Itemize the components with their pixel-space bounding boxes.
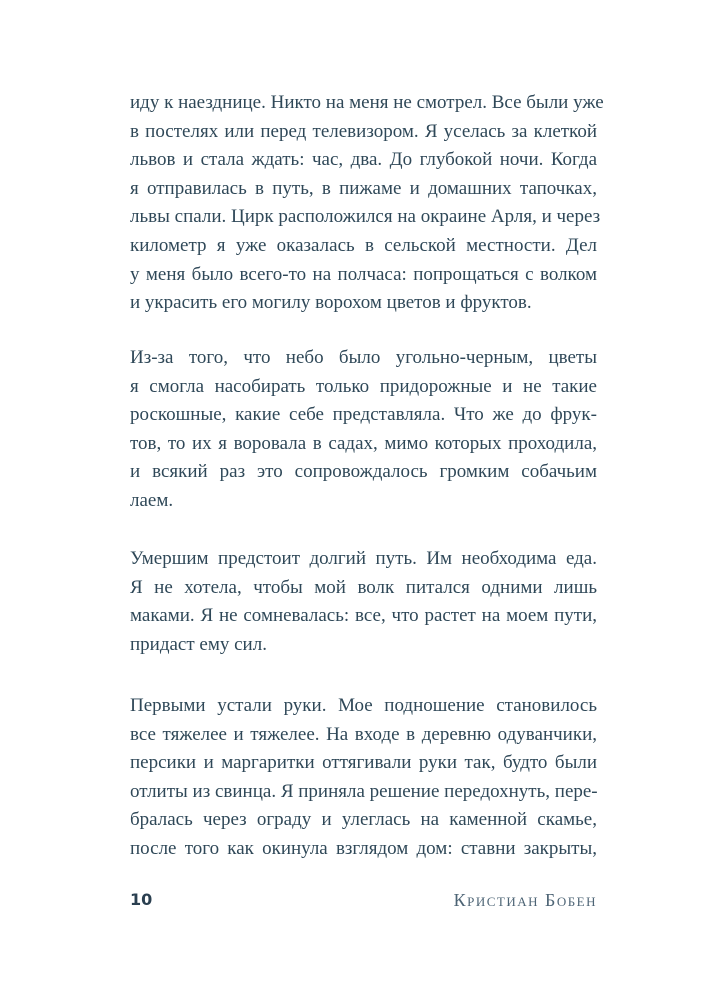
- text-line: все тяжелее и тяжелее. На входе в деревню одуванчики,: [130, 723, 597, 745]
- page-number: 10: [130, 890, 153, 909]
- text-line: Умершим предстоит долгий путь. Им необходима еда.: [130, 548, 597, 569]
- text-line: после того как окинула взглядом дом: ставни закрыты,: [130, 837, 597, 859]
- text-line: Первыми устали руки. Мое подношение становилось: [130, 695, 597, 716]
- paragraph-2: [130, 344, 597, 516]
- text-line: иду к наезднице. Никто на меня не смотрел. Все были уже: [130, 92, 604, 113]
- text-line: придаст ему сил.: [130, 633, 267, 655]
- text-line: и украсить его могилу ворохом цветов и фруктов.: [130, 292, 532, 314]
- text-line: роскошные, какие себе представляла. Что же до фрук-: [130, 404, 597, 426]
- text-line: львов и стала ждать: час, два. До глубокой ночи. Когда: [130, 149, 597, 171]
- page-footer: [130, 890, 597, 914]
- paragraph-4: [130, 692, 597, 864]
- text-line: в постелях или перед телевизором. Я уселась за клеткой: [130, 120, 597, 142]
- text-line: тов, то их я воровала в садах, мимо которых проходила,: [130, 432, 597, 454]
- text-line: я отправилась в путь, в пижаме и домашних тапочках,: [130, 177, 597, 199]
- text-line: Я не хотела, чтобы мой волк питался одними лишь: [130, 576, 597, 598]
- running-author: Кристиан Бобен: [453, 890, 597, 910]
- text-line: я смогла насобирать только придорожные и не такие: [130, 375, 597, 397]
- text-line: персики и маргаритки оттягивали руки так, будто были: [130, 752, 597, 774]
- text-line: у меня было всего-то на полчаса: попрощаться с волком: [130, 263, 597, 285]
- text-line: Из-за того, что небо было угольно-черным, цветы: [130, 347, 597, 368]
- text-line: маками. Я не сомневалась: все, что растет на моем пути,: [130, 605, 597, 627]
- text-line: львы спали. Цирк расположился на окраине Арля, и через: [130, 206, 601, 228]
- text-line: и всякий раз это сопровождалось громким собачьим: [130, 461, 597, 483]
- text-line: бралась через ограду и улеглась на каменной скамье,: [130, 809, 597, 831]
- text-line: километр я уже оказалась в сельской местности. Дел: [130, 234, 597, 256]
- text-line: отлиты из свинца. Я приняла решение передохнуть, пере-: [130, 780, 598, 802]
- text-line: лаем.: [130, 489, 174, 511]
- paragraph-1: [130, 89, 604, 318]
- paragraph-3: [130, 545, 597, 659]
